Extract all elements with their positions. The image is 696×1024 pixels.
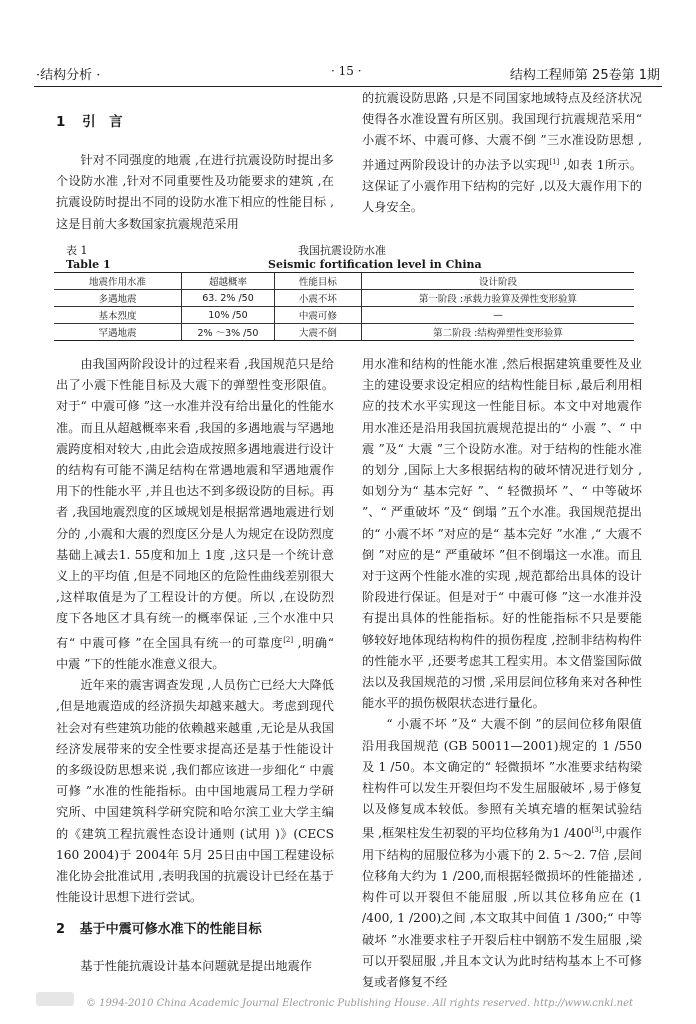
page-number: · 15 · <box>331 64 362 78</box>
citation-ref: [1] <box>549 157 560 166</box>
paragraph: 近年来的震害调查发现 ,人员伤亡已经大大降低 ,但是地震造成的经济损失却越来越大。考虑到现代社会对有些建筑功能的依赖越来越重 ,无论是从我国经济发展带来的安全性要求提高还是基于性能设计的多级设防思想来说 ,我们都应该进一步细化“ 中震可修 ”水准的性能指标。由中国地震局工程力学研究所、中国建筑科学研究院和哈尔滨工业大学主编的《建筑工程抗震性态设计通则 (试用 )》(CECS 160 2004)于 2004年 5月 25日由中国工程建设标准化协会批准试用 ,表明我国的抗震设计已经在基于性能设计思想下进行尝试。 <box>56 678 334 905</box>
table-cell: 第一阶段 :承载力验算及弹性变形验算 <box>361 290 634 307</box>
seismic-fortification-table <box>54 272 634 341</box>
section-1-title: 引 言 <box>82 114 123 130</box>
paragraph: 针对不同强度的地震 ,在进行抗震设防时提出多个设防水准 ,针对不同重要性及功能要求的建筑 ,在抗震设防时提出不同的设防水准下相应的性能目标 ,这是目前大多数国家抗震规范采用 <box>56 153 334 231</box>
paragraph: 由我国两阶段设计的过程来看 ,我国规范只是给出了小震下性能目标及大震下的弹塑性变形限值。对于“ 中震可修 ”这一水准并没有给出量化的性能水准。而且从超越概率来看 ,我国的多遇地震与罕遇地震跨度相对较大 ,由此会造成按照多遇地震进行设计的结构有可能不满足结构在常遇地震和罕遇地震作用下的性能水平 ,并且也达不到多级设防的目标。再者 ,我国地震烈度的区域规划是根据常遇地震进行划分的 ,小震和大震的烈度区分是人为规定在设防烈度基础上减去1. 55度和加上 1度 ,这只是一个统计意义上的平均值 ,但是不同地区的危险性曲线差别很大 ,这样取值是为了工程设计的方便。所以 ,在设防烈度下各地区才具有统一的概率保证 ,三个水准中只有“ 中震可修 ”在全国具有统一的可靠度[2] ,明确“ 中震 ”下的性能水准意义很大。 <box>56 357 334 671</box>
table-cell: 中震可修 <box>274 307 361 324</box>
table-title-en: Seismic fortification level in China <box>268 258 482 271</box>
running-header-left: ·结构分析 · <box>36 68 101 83</box>
left-column-bottom <box>56 354 334 908</box>
table-row <box>54 324 634 341</box>
table-cell: 10% /50 <box>182 307 275 324</box>
column-header: 性能目标 <box>274 273 361 290</box>
left-column-top <box>56 150 334 235</box>
section-1-heading <box>56 110 123 130</box>
paragraph: “ 小震不坏 ”及“ 大震不倒 ”的层间位移角限值沿用我国规范 (GB 50011—2001)规定的 1 /550及 1 /50。本文确定的“ 轻微损坏 ”水准要求结构梁柱构件可以发生开裂但均不发生屈服破坏 ,易于修复以及修复成本较低。参照有关填充墙的框架试验结果 ,框架柱发生初裂的平均位移角为1 /400[3],中震作用下结构的屈服位移为小震下的 2. 5～2. 7倍 ,层间位移角大约为 1 /200,而根据轻微损坏的性能描述 ,构件可以开裂但不能屈服 ,所以其位移角应在 (1 /400, 1 /200)之间 ,本文取其中间值 1 /300;“ 中等破坏 ”水准要求柱子开裂后柱中钢筋不发生屈服 ,梁可以开裂屈服 ,并且本文认为此时结构基本上不可修复或者修复不经 <box>362 717 642 989</box>
table-cell: 小震不坏 <box>274 290 361 307</box>
table-cell: 63. 2% /50 <box>182 290 275 307</box>
citation-ref: [2] <box>283 635 294 644</box>
table-cell: 基本烈度 <box>54 307 182 324</box>
publisher-logo <box>36 992 74 1006</box>
right-column-top <box>362 88 642 218</box>
section-2-heading <box>56 918 262 937</box>
column-header: 设计阶段 <box>361 273 634 290</box>
column-header: 超越概率 <box>182 273 275 290</box>
section-2-title: 基于中震可修水准下的性能目标 <box>79 922 262 937</box>
table-row <box>54 290 634 307</box>
table-cell: 第二阶段 :结构弹塑性变形验算 <box>361 324 634 341</box>
table-header-row <box>54 273 634 290</box>
table-row <box>54 307 634 324</box>
section-2-number: 2 <box>56 922 66 937</box>
table-cell: 2% ～3% /50 <box>182 324 275 341</box>
paragraph: 的抗震设防思路 ,只是不同国家地域特点及经济状况使得各水准设置有所区别。我国现行抗震规范采用“ 小震不坏、中震可修、大震不倒 ”三水准设防思想 , 并通过两阶段设计的办法予以实现[1] ,如表 1所示。这保证了小震作用下结构的完好 ,以及大震作用下的人身安全。 <box>362 91 642 215</box>
running-header-right: 结构工程师第 25卷第 1期 <box>509 68 660 83</box>
right-column-bottom <box>362 354 642 993</box>
table-cell: 多遇地震 <box>54 290 182 307</box>
table-label-cn: 表 1 <box>66 244 88 257</box>
copyright-footer: © 1994-2010 China Academic Journal Electronic Publishing House. All rights reserved. http://www.cnki.net <box>86 998 634 1009</box>
citation-ref: [3] <box>591 826 602 835</box>
table-cell: — <box>361 307 634 324</box>
paragraph: 基于性能抗震设计基本问题就是提出地震作 <box>80 959 312 973</box>
table-label-en: Table 1 <box>66 258 111 271</box>
paragraph: 用水准和结构的性能水准 ,然后根据建筑重要性及业主的建设要求设定相应的结构性能目标 ,最后利用相应的技术水平实现这一性能目标。本文中对地震作用水准还是沿用我国抗震规范提出的“ 小震 ”、“ 中震 ”及“ 大震 ”三个设防水准。对于结构的性能水准的划分 ,国际上大多根据结构的破坏情况进行划分 ,如划分为“ 基本完好 ”、“ 轻微损坏 ”、“ 中等破坏 ”、“ 严重破坏 ”及“ 倒塌 ”五个水准。我国规范提出的“ 小震不坏 ”对应的是“ 基本完好 ”水准 ,“ 大震不倒 ”对应的是“ 严重破坏 ”但不倒塌这一水准。而且对于这两个性能水准的实现 ,规范都给出具体的设计阶段进行保证。但是对于“ 中震可修 ”这一水准并没有提出具体的性能指标。好的性能指标不只是要能够较好地体现结构构件的损伤程度 ,控制非结构构件的性能水平 ,还要考虑其工程实用。本文借鉴国际做法以及我国规范的习惯 ,采用层间位移角来对各种性能水平的损伤极限状态进行量化。 <box>362 357 642 711</box>
column-header: 地震作用水准 <box>54 273 182 290</box>
left-column-last <box>56 956 334 977</box>
table-title-cn: 我国抗震设防水准 <box>298 244 386 257</box>
table-cell: 大震不倒 <box>274 324 361 341</box>
section-1-number: 1 <box>56 114 66 130</box>
table-cell: 罕遇地震 <box>54 324 182 341</box>
header-rule <box>34 86 662 87</box>
